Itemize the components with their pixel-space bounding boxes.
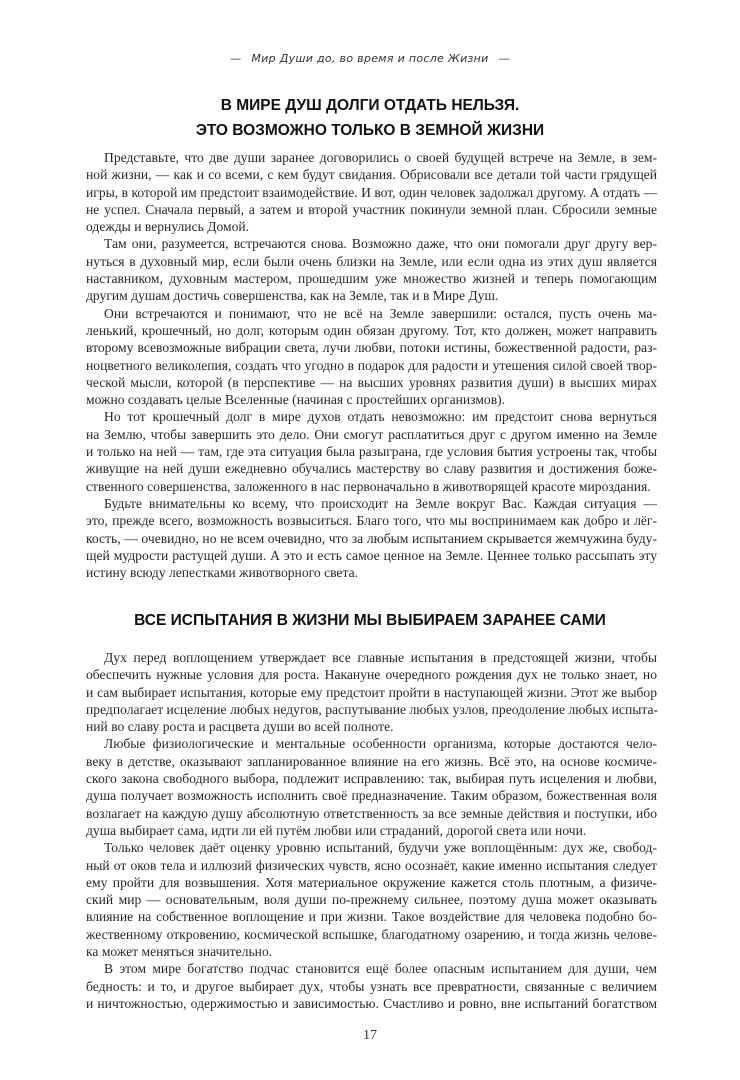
text-line: душа выбирает сама, идти ли ей путём любви или страданий, дорогой света или ночи. <box>86 822 587 838</box>
text-line: Представьте, что две души заранее договорились о своей будущей встрече на Земле, в зем- <box>104 150 657 165</box>
section-body <box>86 149 657 581</box>
text-line: и сам выбирает испытания, которые ему предстоит пройти в наступающей жизни. Этот же выбор <box>86 684 657 700</box>
text-line: обеспечить нужные условия для роста. Накануне очередного рождения дух не только знает, но <box>86 667 657 683</box>
text-line: на Землю, чтобы завершить это дело. Они смогут расплатиться друг с другом именно на Земле <box>86 426 657 442</box>
text-line: Любые физиологические и ментальные особенности организма, которые достаются чело- <box>104 736 657 752</box>
text-line: кость, — очевидно, но не всем очевидно, что за любым испытанием скрывается жемчужина буду- <box>86 530 657 546</box>
paragraph <box>86 408 657 494</box>
running-head-dash: — <box>230 52 242 65</box>
text-line: веку в детстве, оказывают запланированное влияние на его жизнь. Всё это, на основе космиче- <box>86 753 657 769</box>
paragraph <box>86 495 657 581</box>
section-heading <box>0 93 740 143</box>
text-line: это, прежде всего, возможность возвыситься. Благо того, что мы воспринимаем как добро и лёг- <box>86 513 657 529</box>
text-line: второму всевозможные вибрации света, лучи любви, потоки истины, божественной радости, раз- <box>86 340 657 356</box>
text-line: возлагает на каждую душу абсолютную ответственность за все земные действия и поступки, ибо <box>86 805 657 821</box>
text-line: бедность: и то, и другое выбирает дух, чтобы узнать все превратности, связанные с величием <box>86 978 657 994</box>
text-line: и ничтожностью, одержимостью и зависимостью. Счастливо и ровно, вне испытаний богатством <box>86 995 657 1011</box>
text-line: Там они, разумеется, встречаются снова. Возможно даже, что они помогали друг другу вер- <box>104 236 657 252</box>
text-line: душа получает возможность исполнить своё предназначение. Таким образом, божественная воля <box>86 788 657 804</box>
paragraph <box>86 960 657 1012</box>
text-line: Только человек даёт оценку уровню испытаний, будучи уже воплощённым: дух же, свобод- <box>104 840 657 856</box>
text-line: и только на ней — там, где эта ситуация была разыграна, где условия бытия устроены так, чтобы <box>86 444 657 460</box>
running-head <box>0 52 740 65</box>
text-line: влияние на собственное воплощение и при жизни. Такое воздействие для человека подобно бо- <box>86 909 657 925</box>
text-line: щей мудрости растущей души. А это и есть самое ценное на Земле. Ценнее только рассыпать эту <box>86 547 657 563</box>
section-heading <box>0 608 740 633</box>
text-line: ний во славу роста и расцвета души во всей полноте. <box>86 719 394 735</box>
text-line: ственного совершенства, заложенного в нас первоначально в животворящей красоте мироздания. <box>86 478 651 494</box>
text-line: Они встречаются и понимают, что не всё на Земле завершили: остался, пусть очень ма- <box>104 305 657 321</box>
text-line: нуться в духовный мир, если были очень близки на Земле, или если одна из этих душ является <box>86 253 657 269</box>
text-line: можно создавать целые Вселенные (начиная с простейших организмов). <box>86 392 506 408</box>
text-line: ный от оков тела и иллюзий физических чувств, ясно осознаёт, какие именно испытания следует <box>86 857 657 873</box>
text-line: предполагает исцеление любых недугов, распутывание любых узлов, преодоление любых испыта- <box>86 701 659 717</box>
running-head-dash: — <box>498 52 510 65</box>
text-line: ноцветного великолепия, создать что угодно в подарок для радости и утешения силой своей твор- <box>86 357 657 373</box>
section-heading-line: ВСЕ ИСПЫТАНИЯ В ЖИЗНИ МЫ ВЫБИРАЕМ ЗАРАНЕЕ САМИ <box>134 612 606 629</box>
running-head-title: Мир Души до, во время и после Жизни <box>251 52 489 65</box>
section-body <box>86 649 657 1012</box>
paragraph <box>86 839 657 960</box>
text-line: Дух перед воплощением утверждает все главные испытания в предстоящей жизни, чтобы <box>104 650 657 665</box>
paragraph <box>86 305 657 409</box>
text-line: игры, в которой им предстоит взаимодействие. И вот, один человек задолжал другому. А отдать — <box>86 184 657 200</box>
paragraph <box>86 735 657 839</box>
paragraph <box>86 235 657 304</box>
paragraph <box>86 649 657 735</box>
text-line: живущие на ней души ежедневно обучались мастерству во славу развития и достижения боже- <box>86 461 657 477</box>
text-line: другим душам достичь совершенства, как на Земле, так и в Мире Душ. <box>86 288 499 304</box>
text-line: ческой мысли, которой (в перспективе — на высших уровнях развития души) в высших мирах <box>86 374 657 390</box>
text-line: жественному откровению, космической вспышке, благодатному озарению, и тогда жизнь челове- <box>86 926 657 942</box>
text-line: ной жизни, — как и со всеми, с кем будут свидания. Обрисовали все детали той части грядущей <box>86 167 657 183</box>
text-line: Но тот крошечный долг в мире духов отдать невозможно: им предстоит снова вернуться <box>104 409 657 425</box>
text-line: истину всюду лепестками животворного света. <box>86 565 359 581</box>
text-line: В этом мире богатство подчас становится ещё более опасным испытанием для души, чем <box>104 961 657 977</box>
text-line: ский мир — основательным, воля души по-прежнему сильнее, поэтому душа может оказывать <box>86 892 657 908</box>
text-line: ленький, крошечный, но долг, которым один обязан другому. Тот, кто должен, может направить <box>86 322 657 338</box>
text-line: наставником, духовным мастером, прошедшим уже множество жизней и теперь помогающим <box>86 271 657 287</box>
text-line: Будьте внимательны ко всему, что происходит на Земле вокруг Вас. Каждая ситуация — <box>104 495 657 511</box>
section-heading-line: В МИРЕ ДУШ ДОЛГИ ОТДАТЬ НЕЛЬЗЯ. <box>220 97 520 114</box>
section-heading-line: ЭТО ВОЗМОЖНО ТОЛЬКО В ЗЕМНОЙ ЖИЗНИ <box>195 122 545 139</box>
text-line: не успел. Сначала первый, а затем и второй участник покинули земной план. Сбросили земные <box>86 201 657 217</box>
paragraph <box>86 149 657 235</box>
page-number: 17 <box>363 1028 377 1043</box>
text-line: ему пройти для возвышения. Хотя материальное окружение кажется столь плотным, а физиче- <box>86 874 657 890</box>
text-line: ка может меняться значительно. <box>86 944 273 960</box>
text-line: ского закона свободного выбора, подлежит исправлению: так, выбирая путь исцеления и любви, <box>86 771 657 787</box>
text-line: одежды и вернулись Домой. <box>86 219 250 235</box>
